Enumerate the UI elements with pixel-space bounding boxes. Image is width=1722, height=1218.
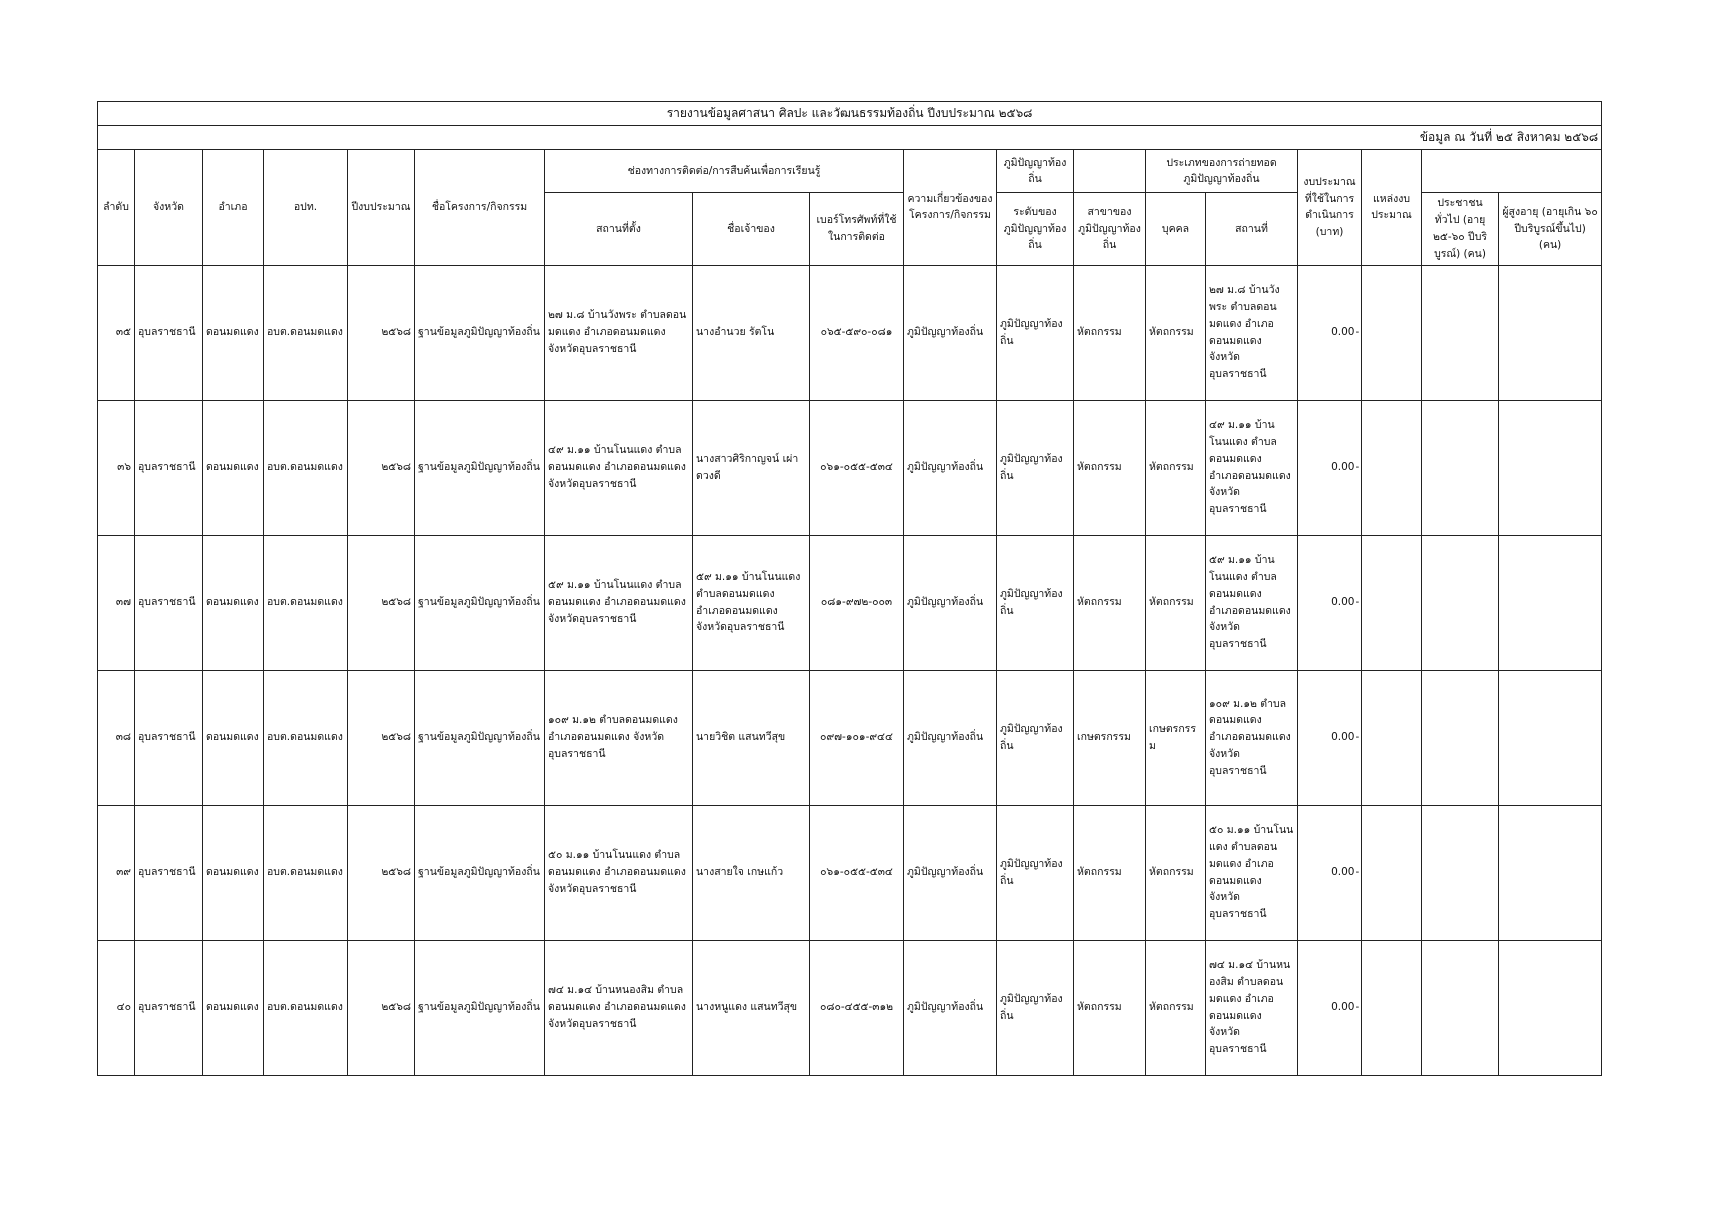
row-wisdom-level: ภูมิปัญญาท้องถิ่น	[997, 535, 1074, 670]
report-title: รายงานข้อมูลศาสนา ศิลปะ และวัฒนธรรมท้องถิ่น ปีงบประมาณ ๒๕๖๘	[98, 102, 1602, 126]
row-place: ๒๗ ม.๘ บ้านวังพระ ตำบลดอนมดแดง อำเภอดอนมดแดง จังหวัดอุบลราชธานี	[1206, 265, 1298, 400]
header-district: อำเภอ	[203, 150, 264, 265]
row-general-public	[1422, 670, 1499, 805]
row-relevance: ภูมิปัญญาท้องถิ่น	[904, 400, 997, 535]
row-wisdom-level: ภูมิปัญญาท้องถิ่น	[997, 265, 1074, 400]
row-budget: 0.00	[1298, 940, 1358, 1075]
row-source	[1362, 535, 1422, 670]
row-project: ฐานข้อมูลภูมิปัญญาท้องถิ่น	[415, 265, 545, 400]
row-budget: 0.00	[1298, 805, 1358, 940]
header-relevance: ความเกี่ยวข้องของโครงการ/กิจกรรม	[904, 150, 997, 265]
row-phone: ๐๖๑-๐๕๕-๕๓๔	[810, 400, 904, 535]
header-project: ชื่อโครงการ/กิจกรรม	[415, 150, 545, 265]
row-wisdom-branch: หัตถกรรม	[1074, 400, 1146, 535]
row-no: ๓๕	[98, 265, 135, 400]
header-transfer-group: ประเภทของการถ่ายทอดภูมิปัญญาท้องถิ่น	[1146, 150, 1298, 193]
row-lao: อบต.ดอนมดแดง	[264, 535, 348, 670]
header-wisdom-branch: สาขาของภูมิปัญญาท้องถิ่น	[1074, 193, 1146, 265]
row-no: ๓๘	[98, 670, 135, 805]
row-year: ๒๕๖๘	[348, 940, 415, 1075]
row-wisdom-level: ภูมิปัญญาท้องถิ่น	[997, 805, 1074, 940]
row-year: ๒๕๖๘	[348, 265, 415, 400]
row-source	[1362, 940, 1422, 1075]
header-beneficiaries	[1422, 150, 1602, 193]
row-place: ๗๔ ม.๑๔ บ้านหนองสิม ตำบลดอนมดแดง อำเภอดอนมดแดง จังหวัดอุบลราชธานี	[1206, 940, 1298, 1075]
row-district: ดอนมดแดง	[203, 940, 264, 1075]
row-general-public	[1422, 535, 1499, 670]
table-row	[98, 940, 1602, 1075]
header-wisdom-level: ระดับของภูมิปัญญาท้องถิ่น	[997, 193, 1074, 265]
row-relevance: ภูมิปัญญาท้องถิ่น	[904, 805, 997, 940]
row-year: ๒๕๖๘	[348, 805, 415, 940]
row-source	[1362, 670, 1422, 805]
row-source	[1362, 265, 1422, 400]
row-phone: ๐๘๐-๔๕๕-๓๑๒	[810, 940, 904, 1075]
row-budget: 0.00	[1298, 535, 1358, 670]
header-budget: งบประมาณที่ใช้ในการดำเนินการ (บาท)	[1298, 150, 1362, 265]
row-district: ดอนมดแดง	[203, 805, 264, 940]
row-phone: ๐๖๕-๕๙๐-๐๘๑	[810, 265, 904, 400]
report-date: ข้อมูล ณ วันที่ ๒๕ สิงหาคม ๒๕๖๘	[98, 126, 1602, 150]
row-person: หัตถกรรม	[1146, 400, 1206, 535]
row-owner: นางสายใจ เกษแก้ว	[693, 805, 810, 940]
header-no: ลำดับ	[98, 150, 135, 265]
row-elderly	[1499, 265, 1602, 400]
row-elderly	[1499, 400, 1602, 535]
table-row	[98, 265, 1602, 400]
table-row	[98, 805, 1602, 940]
row-place: ๑๐๙ ม.๑๒ ตำบลดอนมดแดง อำเภอดอนมดแดง จังหวัดอุบลราชธานี	[1206, 670, 1298, 805]
row-elderly	[1499, 805, 1602, 940]
row-wisdom-level: ภูมิปัญญาท้องถิ่น	[997, 670, 1074, 805]
row-general-public	[1422, 940, 1499, 1075]
row-lao: อบต.ดอนมดแดง	[264, 400, 348, 535]
row-wisdom-branch: หัตถกรรม	[1074, 535, 1146, 670]
header-place: สถานที่	[1206, 193, 1298, 265]
row-person: เกษตรกรรม	[1146, 670, 1206, 805]
row-location: ๗๔ ม.๑๔ บ้านหนองสิม ตำบลดอนมดแดง อำเภอดอนมดแดง จังหวัดอุบลราชธานี	[545, 940, 693, 1075]
row-wisdom-level: ภูมิปัญญาท้องถิ่น	[997, 400, 1074, 535]
table-row	[98, 400, 1602, 535]
row-budget: 0.00	[1298, 265, 1358, 400]
row-source	[1362, 400, 1422, 535]
row-relevance: ภูมิปัญญาท้องถิ่น	[904, 940, 997, 1075]
row-no: ๓๗	[98, 535, 135, 670]
row-general-public	[1422, 400, 1499, 535]
row-lao: อบต.ดอนมดแดง	[264, 265, 348, 400]
row-phone: ๐๙๗-๑๐๑-๙๔๔	[810, 670, 904, 805]
header-person: บุคคล	[1146, 193, 1206, 265]
row-elderly	[1499, 670, 1602, 805]
row-project: ฐานข้อมูลภูมิปัญญาท้องถิ่น	[415, 535, 545, 670]
row-no: ๔๐	[98, 940, 135, 1075]
report-sheet	[97, 101, 1602, 1076]
row-source-dash: -	[1358, 805, 1362, 940]
row-general-public	[1422, 805, 1499, 940]
row-source-dash: -	[1358, 535, 1362, 670]
header-lao: อปท.	[264, 150, 348, 265]
row-wisdom-branch: หัตถกรรม	[1074, 940, 1146, 1075]
row-relevance: ภูมิปัญญาท้องถิ่น	[904, 535, 997, 670]
header-location: สถานที่ตั้ง	[545, 193, 693, 265]
row-district: ดอนมดแดง	[203, 670, 264, 805]
row-place: ๕๐ ม.๑๑ บ้านโนนแดง ตำบลดอนมดแดง อำเภอดอนมดแดง จังหวัดอุบลราชธานี	[1206, 805, 1298, 940]
row-lao: อบต.ดอนมดแดง	[264, 805, 348, 940]
row-wisdom-branch: หัตถกรรม	[1074, 805, 1146, 940]
table-row	[98, 670, 1602, 805]
row-district: ดอนมดแดง	[203, 400, 264, 535]
header-elderly: ผู้สูงอายุ (อายุเกิน ๖๐ ปีบริบูรณ์ขึ้นไป) (คน)	[1499, 193, 1602, 265]
row-relevance: ภูมิปัญญาท้องถิ่น	[904, 670, 997, 805]
row-budget: 0.00	[1298, 400, 1358, 535]
header-owner: ชื่อเจ้าของ	[693, 193, 810, 265]
header-fiscal-year: ปีงบประมาณ	[348, 150, 415, 265]
row-elderly	[1499, 535, 1602, 670]
row-year: ๒๕๖๘	[348, 400, 415, 535]
row-person: หัตถกรรม	[1146, 265, 1206, 400]
row-lao: อบต.ดอนมดแดง	[264, 940, 348, 1075]
row-elderly	[1499, 940, 1602, 1075]
row-project: ฐานข้อมูลภูมิปัญญาท้องถิ่น	[415, 805, 545, 940]
row-wisdom-level: ภูมิปัญญาท้องถิ่น	[997, 940, 1074, 1075]
row-wisdom-branch: หัตถกรรม	[1074, 265, 1146, 400]
row-phone: ๐๖๑-๐๕๕-๕๓๔	[810, 805, 904, 940]
row-no: ๓๙	[98, 805, 135, 940]
header-blank	[1074, 150, 1146, 193]
row-person: หัตถกรรม	[1146, 805, 1206, 940]
row-province: อุบลราชธานี	[135, 400, 203, 535]
row-source-dash: -	[1358, 265, 1362, 400]
row-general-public	[1422, 265, 1499, 400]
row-year: ๒๕๖๘	[348, 535, 415, 670]
row-person: หัตถกรรม	[1146, 940, 1206, 1075]
row-person: หัตถกรรม	[1146, 535, 1206, 670]
report-table	[97, 101, 1602, 1076]
row-project: ฐานข้อมูลภูมิปัญญาท้องถิ่น	[415, 940, 545, 1075]
row-location: ๕๙ ม.๑๑ บ้านโนนแดง ตำบลดอนมดแดง อำเภอดอนมดแดง จังหวัดอุบลราชธานี	[545, 535, 693, 670]
row-year: ๒๕๖๘	[348, 670, 415, 805]
row-phone: ๐๘๑-๙๗๒-๐๐๓	[810, 535, 904, 670]
row-province: อุบลราชธานี	[135, 670, 203, 805]
header-general-public: ประชาชนทั่วไป (อายุ ๒๕-๖๐ ปีบริบูรณ์) (คน)	[1422, 193, 1499, 265]
row-district: ดอนมดแดง	[203, 535, 264, 670]
row-owner: ๕๙ ม.๑๑ บ้านโนนแดง ตำบลดอนมดแดง อำเภอดอนมดแดง จังหวัดอุบลราชธานี	[693, 535, 810, 670]
header-province: จังหวัด	[135, 150, 203, 265]
row-project: ฐานข้อมูลภูมิปัญญาท้องถิ่น	[415, 400, 545, 535]
header-source: แหล่งงบประมาณ	[1362, 150, 1422, 265]
row-no: ๓๖	[98, 400, 135, 535]
row-relevance: ภูมิปัญญาท้องถิ่น	[904, 265, 997, 400]
row-location: ๑๐๙ ม.๑๒ ตำบลดอนมดแดง อำเภอดอนมดแดง จังหวัดอุบลราชธานี	[545, 670, 693, 805]
row-province: อุบลราชธานี	[135, 940, 203, 1075]
row-location: ๕๐ ม.๑๑ บ้านโนนแดง ตำบลดอนมดแดง อำเภอดอนมดแดง จังหวัดอุบลราชธานี	[545, 805, 693, 940]
row-source	[1362, 805, 1422, 940]
row-owner: นายวิชิต แสนทวีสุข	[693, 670, 810, 805]
row-owner: นางสาวศิริกาญจน์ เผ่าดวงดี	[693, 400, 810, 535]
header-phone: เบอร์โทรศัพท์ที่ใช้ในการติดต่อ	[810, 193, 904, 265]
row-place: ๔๙ ม.๑๑ บ้านโนนแดง ตำบลดอนมดแดง อำเภอดอนมดแดง จังหวัดอุบลราชธานี	[1206, 400, 1298, 535]
row-source-dash: -	[1358, 400, 1362, 535]
header-wisdom-group: ภูมิปัญญาท้องถิ่น	[997, 150, 1074, 193]
header-contact-group: ช่องทางการติดต่อ/การสืบค้นเพื่อการเรียนรู้	[545, 150, 904, 193]
row-source-dash: -	[1358, 670, 1362, 805]
row-source-dash: -	[1358, 940, 1362, 1075]
row-district: ดอนมดแดง	[203, 265, 264, 400]
row-project: ฐานข้อมูลภูมิปัญญาท้องถิ่น	[415, 670, 545, 805]
row-owner: นางอำนวย รัตโน	[693, 265, 810, 400]
row-place: ๕๙ ม.๑๑ บ้านโนนแดง ตำบลดอนมดแดง อำเภอดอนมดแดง จังหวัดอุบลราชธานี	[1206, 535, 1298, 670]
row-owner: นางหนูแดง แสนทวีสุข	[693, 940, 810, 1075]
row-lao: อบต.ดอนมดแดง	[264, 670, 348, 805]
row-province: อุบลราชธานี	[135, 535, 203, 670]
row-location: ๔๙ ม.๑๑ บ้านโนนแดง ตำบลดอนมดแดง อำเภอดอนมดแดง จังหวัดอุบลราชธานี	[545, 400, 693, 535]
row-location: ๒๗ ม.๘ บ้านวังพระ ตำบลดอนมดแดง อำเภอดอนมดแดง จังหวัดอุบลราชธานี	[545, 265, 693, 400]
row-budget: 0.00	[1298, 670, 1358, 805]
table-row	[98, 535, 1602, 670]
row-wisdom-branch: เกษตรกรรม	[1074, 670, 1146, 805]
row-province: อุบลราชธานี	[135, 805, 203, 940]
row-province: อุบลราชธานี	[135, 265, 203, 400]
